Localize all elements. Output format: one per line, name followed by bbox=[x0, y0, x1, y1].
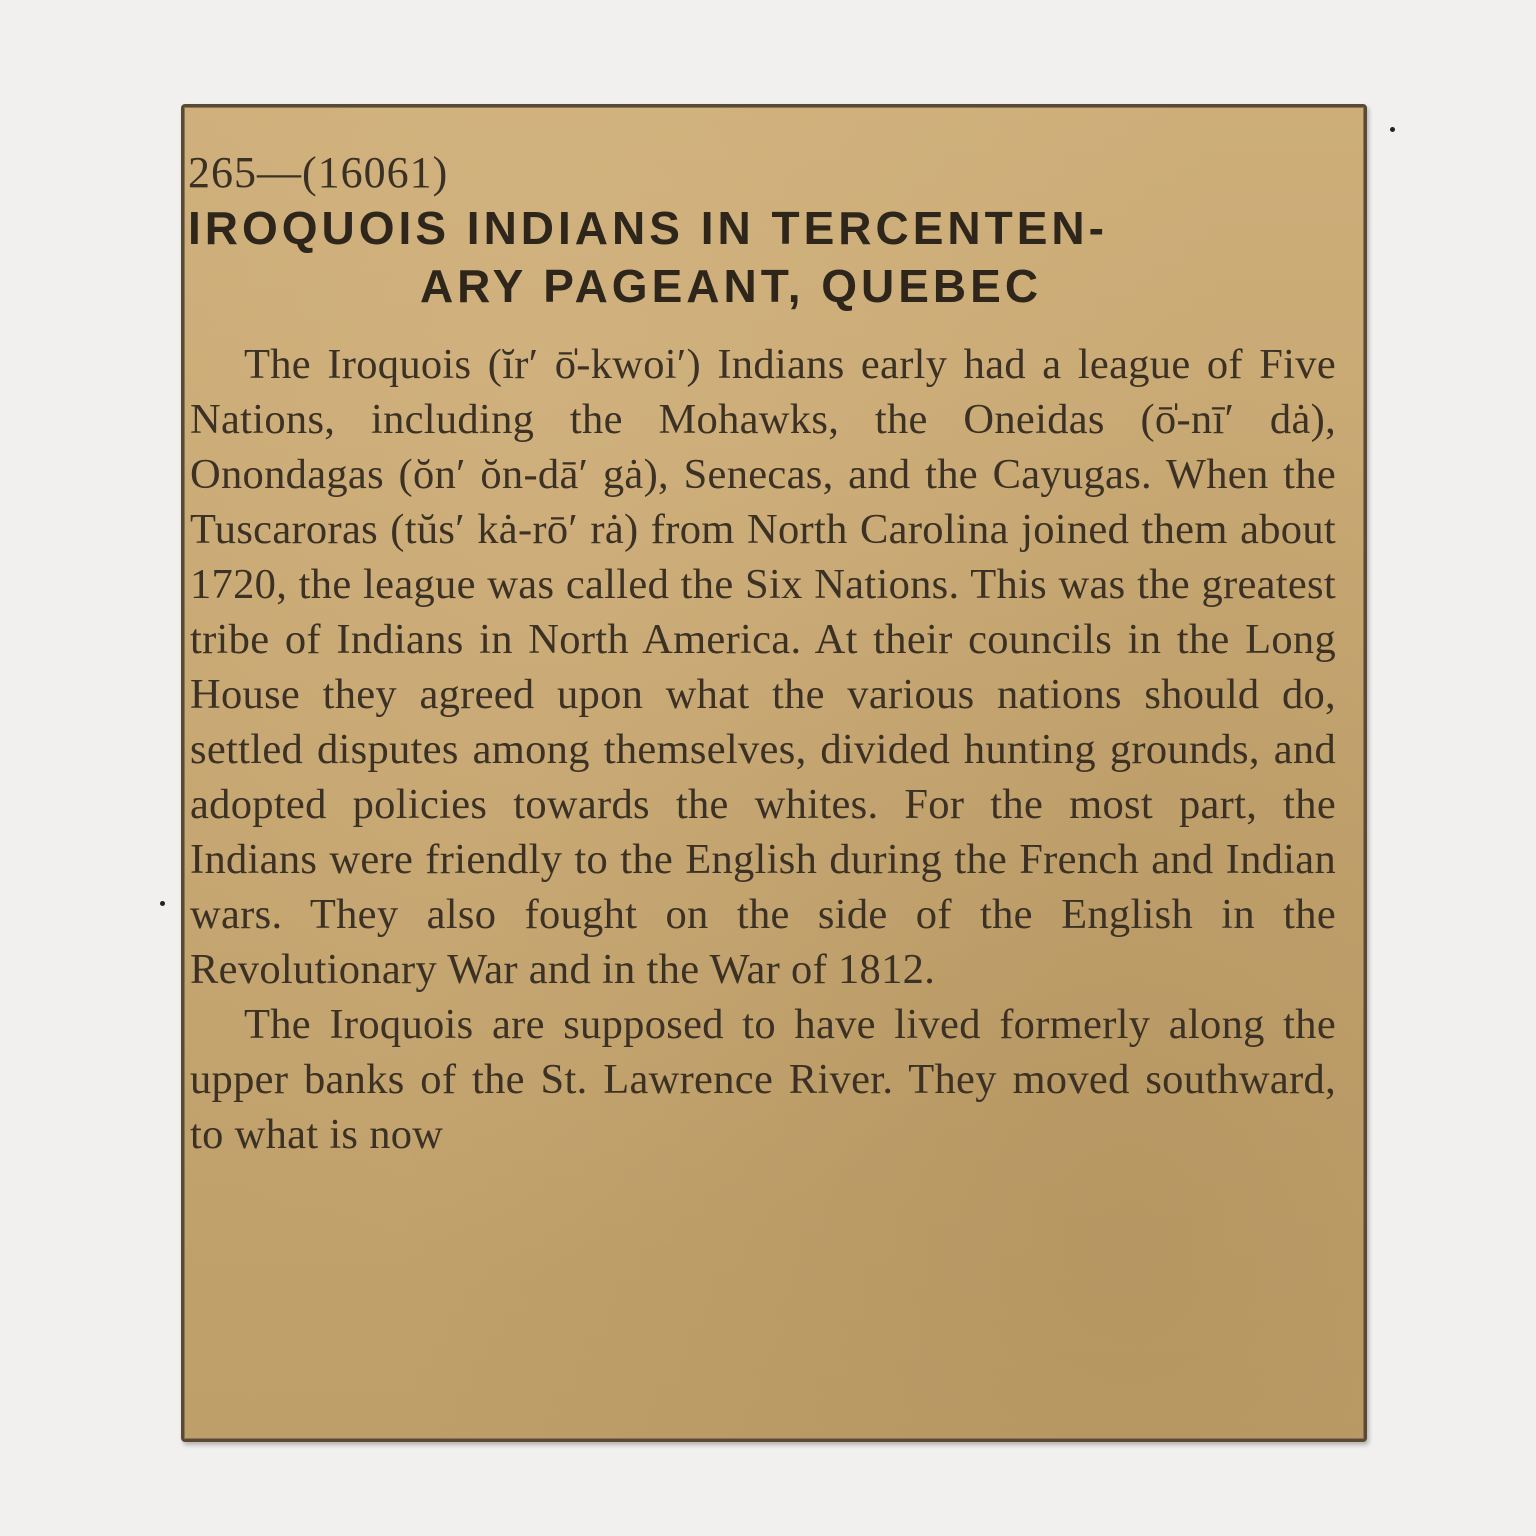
body-paragraph-1: The Iroquois (ĭr′ ō̍-kwoi′) Indians early had a league of Five Nations, including the Mohawks, the Oneidas (ō̍-nī′ dȧ), Onondagas (ŏn′ ŏn-dā′ gȧ), Senecas, and the Cayugas. When the Tuscaroras (tŭs′ kȧ-rō′ rȧ) from North Carolina joined them about 1720, the league was called the Six Nations. This was the greatest tribe of Indians in North America. At their councils in the Long House they agreed upon what the various nations should do, settled disputes among themselves, divided hunting grounds, and adopted policies towards the whites. For the most part, the Indians were friendly to the English during the French and Indian wars. They also fought on the side of the English in the Revolutionary War and in the War of 1812. bbox=[190, 341, 1336, 993]
card-title-line-1: IROQUOIS INDIANS IN TERCENTEN- bbox=[188, 202, 1108, 254]
card-title bbox=[188, 199, 1334, 315]
card-body bbox=[190, 337, 1336, 1162]
body-paragraph-2: The Iroquois are supposed to have lived formerly along the upper banks of the St. Lawrence River. They moved southward, to what is now bbox=[190, 1001, 1336, 1158]
card-title-line-2: ARY PAGEANT, QUEBEC bbox=[419, 260, 1043, 312]
dust-speck bbox=[160, 901, 165, 906]
card-number: 265—(16061) bbox=[188, 148, 449, 197]
postcard-back bbox=[181, 104, 1367, 1442]
dust-speck bbox=[1390, 127, 1395, 132]
